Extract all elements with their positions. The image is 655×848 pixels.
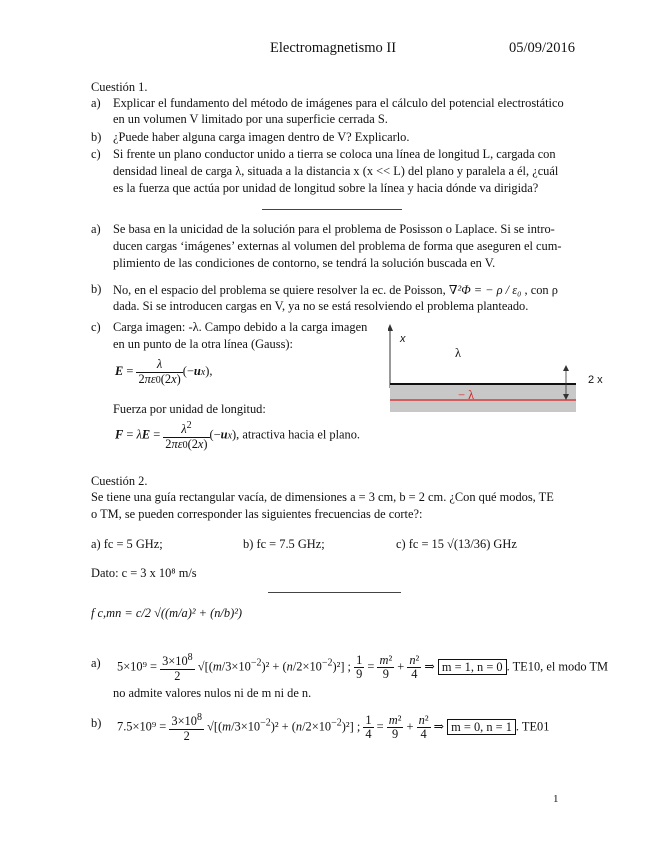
q2-opt-a-label: a) xyxy=(91,537,101,551)
q1-b-line1: ¿Puede haber alguna carga imagen dentro de V? Explicarlo. xyxy=(113,130,410,144)
a1-c-line2: en un punto de la otra línea (Gauss): xyxy=(113,337,293,351)
figure-distance-label: 2 x xyxy=(588,374,603,386)
a2-b-result: m = 0, n = 1 xyxy=(447,719,516,735)
cutoff-formula: f c,mn = c/2 √((m/a)² + (n/b)²) xyxy=(91,606,243,620)
q2-line2: o TM, se pueden corresponder las siguientes frecuencias de corte?: xyxy=(91,507,423,521)
force-attract: , atractiva hacia el plano. xyxy=(236,427,361,442)
q2-title: Cuestión 2. xyxy=(91,474,148,488)
a2-a-mode: . TE10, el modo TM xyxy=(506,659,609,674)
a1-c-line1: Carga imagen: -λ. Campo debido a la carga imagen xyxy=(113,320,368,334)
force-equation: F = λE = $\frac{\lambda^2}{2\pi\varepsilon 0(2x)}$ (−ux), atractiva hacia el plano. xyxy=(115,420,361,451)
course-title: Electromagnetismo II xyxy=(270,40,397,56)
q1-title: Cuestión 1. xyxy=(91,80,148,94)
q1-c-line2: densidad lineal de carga λ, situada a la distancia x (x << L) del plano y paralela a él, ¿cuál xyxy=(113,164,559,178)
a1-c-label: c) xyxy=(91,320,101,334)
a2-a-equation: 5×10⁹ = $\frac{3\times 10^8}{2}$ $√[(m/3\times 10^{-2})^2 + (n/2\times 10^{-2})^2]$ ; $\frac{1}{9}$ = $\frac{\text{m²}}{9}$ + $\frac{\text{n²}}{4}$ ⇒ m = 1, n = 0 . TE10, el modo TM xyxy=(117,652,609,683)
q2-opt-b-text: fc = 7.5 GHz; xyxy=(256,537,325,551)
a2-b-lhs: 7.5×10⁹ xyxy=(117,719,157,734)
poisson-equation: ∇²Φ = − ρ / ε₀ xyxy=(448,283,522,297)
a1-a-line2: ducen cargas ‘imágenes’ externas al volumen del problema de forma que aseguren el cum- xyxy=(113,239,562,253)
a1-a-label: a) xyxy=(91,222,101,236)
a1-b-text: No, en el espacio del problema se quiere resolver la ec. de Poisson, xyxy=(113,283,446,297)
q1-a-line1: Explicar el fundamento del método de imágenes para el cálculo del potencial electrostático xyxy=(113,96,564,110)
q2-opt-c-text: fc = 15 √(13/36) GHz xyxy=(408,537,517,551)
q1-c-line1: Si frente un plano conductor unido a tierra se coloca una línea de longitud L, cargada con xyxy=(113,147,556,161)
a1-b-line2: dada. Si se introducen cargas en V, ya no se está resolviendo el problema planteado. xyxy=(113,299,529,313)
q2-line1: Se tiene una guía rectangular vacía, de dimensiones a = 3 cm, b = 2 cm. ¿Con qué modos, TE xyxy=(91,490,554,504)
force-label: Fuerza por unidad de longitud: xyxy=(113,402,266,416)
a2-a-line2: no admite valores nulos ni de m ni de n. xyxy=(113,686,312,700)
figure-axis-arrow xyxy=(388,324,393,331)
a1-b-text-end: , con ρ xyxy=(524,283,558,297)
q1-c-label: c) xyxy=(91,147,101,161)
a1-a-line1: Se basa en la unicidad de la solución para el problema de Posisson o Laplace. Si se intro- xyxy=(113,222,555,236)
figure-top-charge: λ xyxy=(455,346,462,360)
a2-a-lhs: 5×10⁹ xyxy=(117,659,147,674)
image-charge-figure xyxy=(388,322,584,420)
q2-opt-b-label: b) xyxy=(243,537,254,551)
a2-b-label: b) xyxy=(91,716,102,730)
q1-a-line2: en un volumen V limitado por una superficie cerrada S. xyxy=(113,112,388,126)
a2-a-label: a) xyxy=(91,656,101,670)
conductor-plane xyxy=(390,384,576,412)
q2-dato: Dato: c = 3 x 10⁸ m/s xyxy=(91,566,197,580)
separator-2 xyxy=(268,592,401,593)
separator xyxy=(262,209,402,210)
a1-b-line1 xyxy=(113,282,558,298)
a2-a-result: m = 1, n = 0 xyxy=(438,659,507,675)
q1-a-label: a) xyxy=(91,96,101,110)
figure-axis-label: x xyxy=(400,333,406,345)
a1-a-line3: plimiento de las condiciones de contorno, se tendrá la solución buscada en V. xyxy=(113,256,496,270)
a2-b-equation: 7.5×10⁹ = $\frac{3\times 10^8}{2}$ $√[(m/3\times 10^{-2})^2 + (n/2\times 10^{-2})^2]$ ; $\frac{1}{4}$ = $\frac{\text{m²}}{9}$ + $\frac{\text{n²}}{4}$ ⇒ m = 0, n = 1 . TE01 xyxy=(117,712,550,743)
page-number: 1 xyxy=(553,793,559,805)
q1-c-line3: es la fuerza que actúa por unidad de longitud sobre la línea y hacia dónde va dirigida? xyxy=(113,181,539,195)
q1-b-label: b) xyxy=(91,130,102,144)
exam-date: 05/09/2016 xyxy=(509,40,576,56)
q2-opt-c-label: c) xyxy=(396,537,406,551)
q2-opt-a-text: fc = 5 GHz; xyxy=(103,537,163,551)
a2-b-mode: . TE01 xyxy=(515,719,550,734)
figure-image-charge: − λ xyxy=(458,388,475,402)
distance-arrow-up xyxy=(563,365,569,371)
q2-opt-c xyxy=(396,537,517,552)
q2-opt-a xyxy=(91,537,163,552)
field-equation: E = $\frac{\lambda}{2\pi\varepsilon 0(2x)}$ (−ux), xyxy=(115,357,213,386)
a1-b-label: b) xyxy=(91,282,102,296)
q2-opt-b xyxy=(243,537,325,552)
